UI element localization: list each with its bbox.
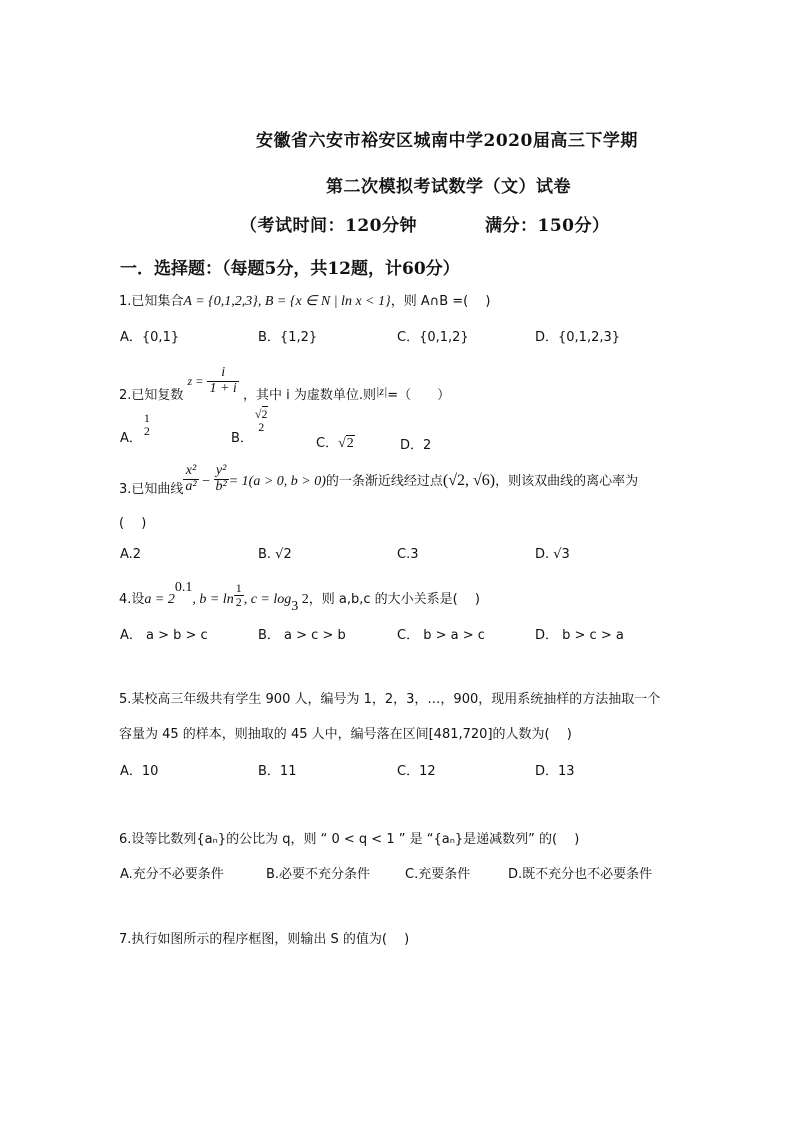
q4-c-tail: 2 [298,591,309,607]
q2-prefix: 2.已知复数 [119,387,184,403]
q4-b-fraction [234,582,244,608]
q2-suffix: =（ ） [387,387,451,403]
q3-suffix: ，则该双曲线的离心率为 [495,473,639,489]
q2-denominator: 1 + i [209,380,237,396]
q4-option-c: C． b > a > c [397,628,485,643]
q2-option-a-num: 1 [143,411,150,425]
question-6: 6.设等比数列{aₙ}的公比为 q，则 “ 0 < q < 1 ” 是 “{aₙ}是递减数列” 的( ) [119,832,580,847]
question-3 [119,463,639,497]
q4-option-d: D． b > c > a [535,628,624,643]
q2-option-b-radicand: 2 [261,407,268,421]
q5-option-c: C．12 [397,764,436,779]
q2-option-c [316,432,355,452]
q1-set-a: A = {0,1,2,3} [183,294,258,309]
question-4 [119,580,480,615]
q4-prefix: 4.设 [119,591,145,607]
q3-option-b: B. √2 [258,547,292,562]
q4-a-exp: 0.1 [174,580,193,596]
q2-option-b-den: 2 [258,419,265,434]
q3-frac-x [183,464,198,494]
q1-option-b: B．{1,2} [258,330,318,345]
question-2 [119,360,451,403]
exam-time: （考试时间：120分钟 [240,216,417,236]
q2-option-c-sqrt: √2 [338,436,354,451]
q6-option-b: B.必要不充分条件 [266,867,371,882]
q1-option-a: A．{0,1} [120,330,180,345]
q4-option-b: B． a > c > b [258,628,346,643]
q5-line2: 容量为 45 的样本，则抽取的 45 人中，编号落在区间[481,720]的人数为( ) [119,727,572,742]
q5-option-b: B．11 [258,764,297,779]
q2-option-b-label: B． [231,431,253,447]
q4-suffix: ，则 a,b,c 的大小关系是( ) [308,591,480,607]
q3-a2: a² [185,478,197,494]
q3-point: (√2, √6) [442,471,496,489]
exam-title-line1: 安徽省六安市裕安区城南中学2020届高三下学期 [256,131,638,151]
q3-option-c: C.3 [397,547,419,562]
q4-c-sub: 3 [291,599,299,615]
full-score: 满分：150分） [485,216,610,236]
q2-option-c-radicand: 2 [346,436,354,451]
q4-c-def: , c = log [243,591,292,607]
q3-prefix: 3.已知曲线 [119,481,184,497]
q3-b2: b² [215,478,227,494]
q1-suffix: ，则 A∩B =( ) [390,294,491,309]
question-7: 7.执行如图所示的程序框图，则输出 S 的值为( ) [119,932,410,947]
q2-option-a-label: A． [120,431,142,447]
q1-set-b: , B = {x ∈ N | ln x < 1} [257,294,391,309]
q2-option-b [231,407,270,447]
q6-option-c: C.充要条件 [405,867,471,882]
q1-option-c: C．{0,1,2} [397,330,469,345]
q2-option-a-den: 2 [143,423,150,438]
q4-a-def: a = 2 [144,591,175,607]
q3-paren: ( ) [119,516,147,531]
q2-fraction [207,366,238,396]
q3-y2: y² [214,464,229,480]
q4-b-num: 1 [235,581,242,595]
q3-equation: = 1(a > 0, b > 0) [228,473,326,489]
q1-prefix: 1.已知集合 [119,294,184,309]
q2-abs-z: |z| [375,383,388,398]
q2-option-a-fraction [142,412,152,437]
q4-b-def: , b = ln [192,591,234,607]
section-heading: 一．选择题：（每题5分，共12题，计60分） [120,259,460,279]
q5-option-d: D．13 [535,764,575,779]
q6-option-d: D.既不充分也不必要条件 [508,867,653,882]
q1-option-d: D．{0,1,2,3} [535,330,621,345]
q3-x2: x² [183,464,198,480]
q6-option-a: A.充分不必要条件 [120,867,224,882]
q2-option-a [120,411,152,447]
q2-z: z = [187,373,204,388]
q3-mid: 的一条渐近线经过点 [325,473,443,489]
q5-option-a: A．10 [120,764,159,779]
q3-frac-y [214,464,229,494]
q2-option-b-fraction [253,408,270,433]
q3-option-a: A.2 [120,547,142,562]
q3-option-d: D. √3 [535,547,570,562]
q2-option-d: D．2 [400,438,432,453]
q5-line1: 5.某校高三年级共有学生 900 人，编号为 1，2，3，…，900，现用系统抽样的方法抽取一个 [119,692,661,707]
q2-option-c-label: C． [316,436,339,451]
question-1 [119,290,490,310]
q2-option-b-num: √2 [254,407,268,421]
q2-mid: ，其中 i 为虚数单位.则 [242,387,376,403]
q2-numerator: i [207,366,238,382]
q4-option-a: A． a > b > c [120,628,208,643]
q4-b-den: 2 [235,594,242,609]
q3-minus: − [198,473,214,489]
exam-title-line2: 第二次模拟考试数学（文）试卷 [326,177,571,197]
